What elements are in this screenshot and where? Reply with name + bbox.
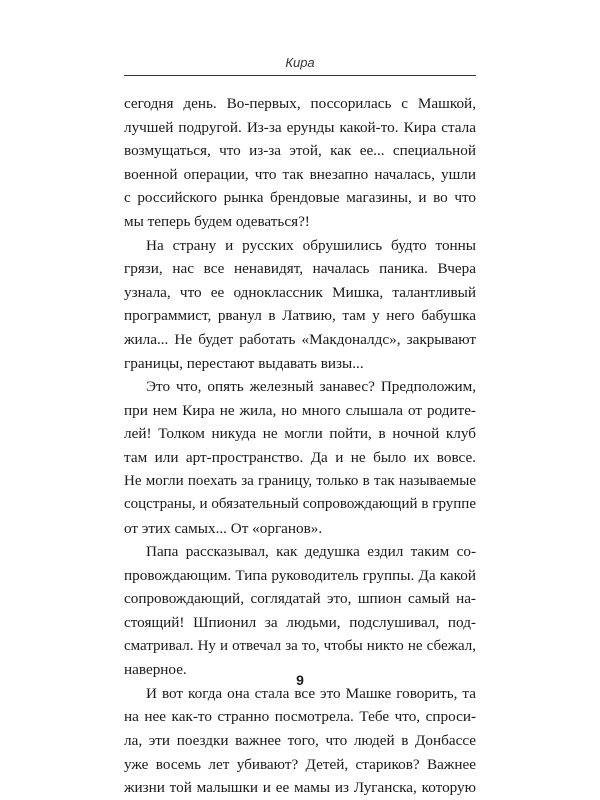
text-line: там или арт-пространство. Да и не было их вовсе. xyxy=(124,448,476,466)
text-line: от этих самых... От «органов». xyxy=(124,519,323,537)
text-line: при нем Кира не жила, но много слышала от родите- xyxy=(124,401,476,419)
paragraph-5 xyxy=(124,682,476,800)
text-line: сопровождающий, соглядатай это, шпион самый на- xyxy=(124,590,476,608)
text-line: жила... Не будет работать «Макдоналдс», закрывают xyxy=(124,330,476,348)
text-line: грязи, нас все ненавидят, началась паника. Вчера xyxy=(124,260,476,278)
text-line: программист, рванул в Латвию, там у него бабушка xyxy=(124,307,476,325)
header-rule xyxy=(124,75,476,76)
text-line: жизни той малышки и ее мамы из Луганска, которую xyxy=(124,779,476,797)
running-head: Кира xyxy=(285,55,315,70)
text-line: На страну и русских обрушились будто тонны xyxy=(146,236,476,254)
text-line: И вот когда она стала все это Машке говорить, та xyxy=(146,684,476,702)
text-line: военной операции, что так внезапно началась, ушли xyxy=(124,165,476,183)
text-line: возмущаться, что из-за этой, как ее... специальной xyxy=(124,142,476,160)
text-line: соцстраны, и обязательный сопровождающий в группе xyxy=(124,496,476,513)
text-line: ла, эти поездки важнее того, что людей в Донбассе xyxy=(124,732,476,750)
body-text xyxy=(124,92,476,800)
text-line: Не могли поехать за границу, только в так называемые xyxy=(124,472,476,489)
paragraph-3 xyxy=(124,375,476,540)
text-line: с российского рынка брендовые магазины, и во что xyxy=(124,189,476,207)
text-line: сегодня день. Во-первых, поссорилась с Машкой, xyxy=(124,95,476,112)
text-line: мы теперь будем одеваться?! xyxy=(124,212,310,230)
text-line: наверное. xyxy=(124,661,187,679)
text-line: на нее как-то странно посмотрела. Тебе что, спроси- xyxy=(124,708,476,726)
paragraph-2 xyxy=(124,234,476,376)
text-line: Папа рассказывал, как дедушка ездил таким со- xyxy=(146,543,476,561)
paragraph-4 xyxy=(124,540,476,682)
text-line: узнала, что ее одноклассник Мишка, талантливый xyxy=(124,283,476,301)
text-line: лей! Толком никуда не могли пойти, в ночной клуб xyxy=(124,425,476,443)
paragraph-1 xyxy=(124,92,476,234)
text-line: стоящий! Шпионил за людьми, подслушивал, под- xyxy=(124,614,476,632)
text-line: провождающим. Типа руководитель группы. Да какой xyxy=(124,566,476,584)
text-line: границы, перестают выдавать визы... xyxy=(124,354,364,372)
text-line: Это что, опять железный занавес? Предположим, xyxy=(146,378,476,396)
text-line: сматривал. Ну и отвечал за то, чтобы никто не сбежал, xyxy=(124,637,476,654)
text-line: лучшей подругой. Из-за ерунды какой-то. Кира стала xyxy=(124,118,476,136)
text-line: уже восемь лет убивают? Детей, стариков? Важнее xyxy=(124,755,476,773)
page-number: 9 xyxy=(296,672,304,688)
